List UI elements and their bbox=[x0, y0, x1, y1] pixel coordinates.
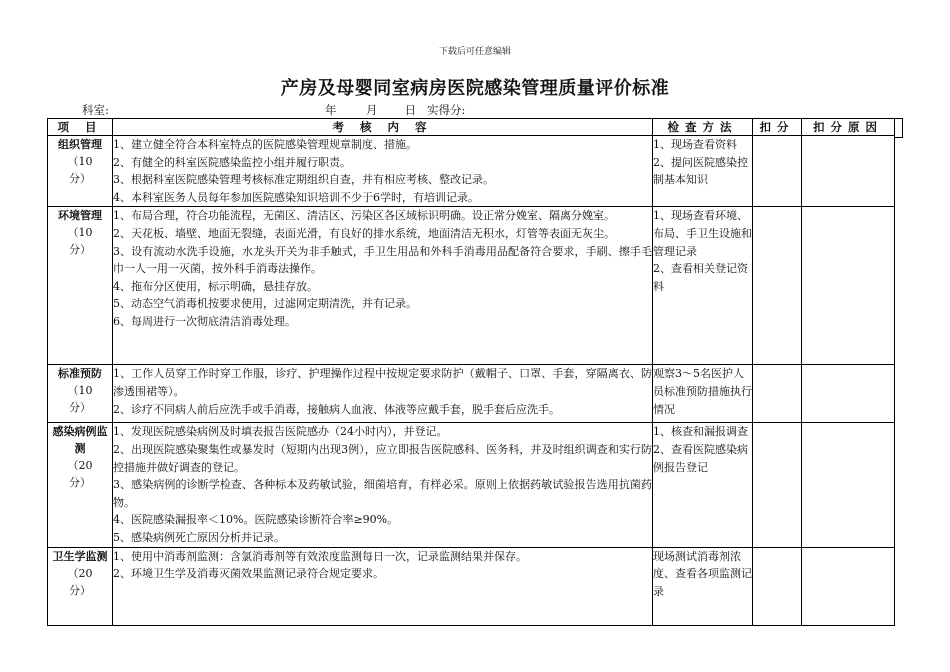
content-line: 1、工作人员穿工作时穿工作服，诊疗、护理操作过程中按规定要求防护（戴帽子、口罩、手套，穿隔离衣、防渗透围裙等）。 bbox=[113, 367, 652, 398]
content-line: 4、本科室医务人员每年参加医院感染知识培训不少于6学时，有培训记录。 bbox=[113, 190, 479, 204]
method-line: 2、提问医院感染控制基本知识 bbox=[653, 155, 748, 187]
item-name: 卫生学监测 bbox=[52, 549, 108, 563]
content-line: 1、布局合理，符合功能流程，无菌区、清洁区、污染区各区域标识明确。设正常分娩室、隔离分娩室。 bbox=[113, 209, 615, 223]
content-line: 4、拖布分区使用，标示明确，悬挂存放。 bbox=[113, 279, 318, 293]
row-method bbox=[653, 365, 753, 423]
header-item: 项 目 bbox=[48, 119, 113, 136]
deduct-cell[interactable] bbox=[753, 136, 802, 207]
table-header-row bbox=[48, 119, 895, 136]
method-line: 2、查看相关登记资料 bbox=[653, 262, 748, 293]
content-line: 6、每周进行一次彻底清洁消毒处理。 bbox=[113, 314, 296, 328]
item-name: 感染病例监测 bbox=[52, 425, 108, 456]
row-item bbox=[48, 207, 113, 365]
row-content bbox=[113, 365, 653, 423]
content-line: 3、根据科室医院感染管理考核标准定期组织自查，并有相应考核、整改记录。 bbox=[113, 173, 494, 187]
row-content bbox=[113, 423, 653, 547]
date-line bbox=[325, 102, 416, 118]
row-method bbox=[653, 547, 753, 625]
content-line: 4、医院感染漏报率＜10%。医院感染诊断符合率≥90%。 bbox=[113, 513, 399, 527]
table-row bbox=[48, 207, 895, 365]
item-name: 环境管理 bbox=[58, 209, 102, 223]
row-item bbox=[48, 136, 113, 207]
header-method: 检查方法 bbox=[653, 119, 753, 136]
item-score: （20 bbox=[67, 566, 93, 580]
reason-cell[interactable] bbox=[802, 365, 895, 423]
content-line: 2、诊疗不同病人前后应洗手或手消毒，接触病人血液、体液等应戴手套，脱手套后应洗手。 bbox=[113, 402, 560, 416]
item-score: （20 bbox=[67, 459, 93, 473]
page-title: 产房及母婴同室病房医院感染管理质量评价标准 bbox=[280, 78, 670, 99]
department-label: 科室: bbox=[82, 103, 109, 117]
content-line: 2、环境卫生学及消毒灭菌效果监测记录符合规定要求。 bbox=[113, 567, 384, 581]
row-item bbox=[48, 547, 113, 625]
content-line: 2、有健全的科室医院感染监控小组并履行职责。 bbox=[113, 155, 351, 169]
item-score: （10 bbox=[67, 384, 93, 398]
method-line: 1、现场查看资料 bbox=[653, 138, 737, 151]
header-deduct: 扣分 bbox=[753, 119, 802, 136]
deduct-cell[interactable] bbox=[753, 207, 802, 365]
header-row-overhang bbox=[894, 118, 903, 138]
table-row bbox=[48, 365, 895, 423]
content-line: 1、使用中消毒剂监测：含氯消毒剂等有效浓度监测每日一次，记录监测结果并保存。 bbox=[113, 549, 527, 563]
row-content bbox=[113, 136, 653, 207]
reason-cell[interactable] bbox=[802, 136, 895, 207]
method-line: 观察3～5名医护人员标准预防措施执行情况 bbox=[653, 367, 752, 416]
content-line: 1、建立健全符合本科室特点的医院感染管理规章制度、措施。 bbox=[113, 138, 417, 151]
reason-cell[interactable] bbox=[802, 207, 895, 365]
item-unit: 分） bbox=[69, 243, 91, 257]
item-unit: 分） bbox=[69, 172, 91, 185]
table-row bbox=[48, 547, 895, 625]
item-unit: 分） bbox=[69, 583, 91, 597]
row-method bbox=[653, 207, 753, 365]
content-line: 1、发现医院感染病例及时填表报告医院感办（24小时内），并登记。 bbox=[113, 425, 448, 439]
method-line: 1、现场查看环境、布局、手卫生设施和管理记录 bbox=[653, 209, 752, 258]
row-method bbox=[653, 423, 753, 547]
reason-cell[interactable] bbox=[802, 423, 895, 547]
item-name: 组织管理 bbox=[58, 138, 102, 151]
row-item bbox=[48, 423, 113, 547]
deduct-cell[interactable] bbox=[753, 547, 802, 625]
table-row bbox=[48, 423, 895, 547]
method-line: 现场测试消毒剂浓度、查看各项监测记录 bbox=[653, 549, 752, 598]
item-score: （10 bbox=[67, 226, 93, 240]
header-note: 下载后可任意编辑 bbox=[438, 47, 511, 57]
score-label: 实得分: bbox=[427, 103, 466, 117]
row-content bbox=[113, 547, 653, 625]
deduct-cell[interactable] bbox=[753, 423, 802, 547]
content-line: 3、设有流动水洗手设施，水龙头开关为非手触式，手卫生用品和外科手消毒用品配备符合要求，手刷、擦手毛巾一人一用一灭菌，按外科手消毒法操作。 bbox=[113, 244, 652, 276]
day-label: 日 bbox=[404, 103, 417, 117]
content-line: 5、感染病例死亡原因分析并记录。 bbox=[113, 530, 285, 544]
month-label: 月 bbox=[365, 103, 378, 117]
item-unit: 分） bbox=[69, 476, 91, 490]
row-method bbox=[653, 136, 753, 207]
header-content: 考 核 内 容 bbox=[113, 119, 653, 136]
content-line: 5、动态空气消毒机按要求使用，过滤网定期清洗，并有记录。 bbox=[113, 297, 417, 311]
year-label: 年 bbox=[325, 103, 337, 117]
header-reason: 扣分原因 bbox=[802, 119, 895, 136]
content-line: 2、天花板、墙壁、地面无裂缝，表面光滑，有良好的排水系统，地面清洁无积水，灯管等表面无灰尘。 bbox=[113, 226, 615, 240]
row-content bbox=[113, 207, 653, 365]
table-row bbox=[48, 136, 895, 207]
method-line: 2、查看医院感染病例报告登记 bbox=[653, 442, 748, 474]
item-score: （10 bbox=[67, 155, 93, 168]
content-line: 3、感染病例的诊断学检查、各种标本及药敏试验，细菌培育，有样必采。原则上依据药敏试验报告选用抗菌药物。 bbox=[113, 478, 652, 509]
content-line: 2、出现医院感染聚集性或暴发时（短期内出现3例），应立即报告医院感科、医务科，并及时组织调查和实行防控措施并做好调查的登记。 bbox=[113, 442, 652, 474]
item-unit: 分） bbox=[69, 401, 91, 415]
deduct-cell[interactable] bbox=[753, 365, 802, 423]
evaluation-table bbox=[47, 118, 895, 626]
reason-cell[interactable] bbox=[802, 547, 895, 625]
row-item bbox=[48, 365, 113, 423]
method-line: 1、核查和漏报调查 bbox=[653, 425, 748, 439]
item-name: 标准预防 bbox=[58, 367, 102, 381]
